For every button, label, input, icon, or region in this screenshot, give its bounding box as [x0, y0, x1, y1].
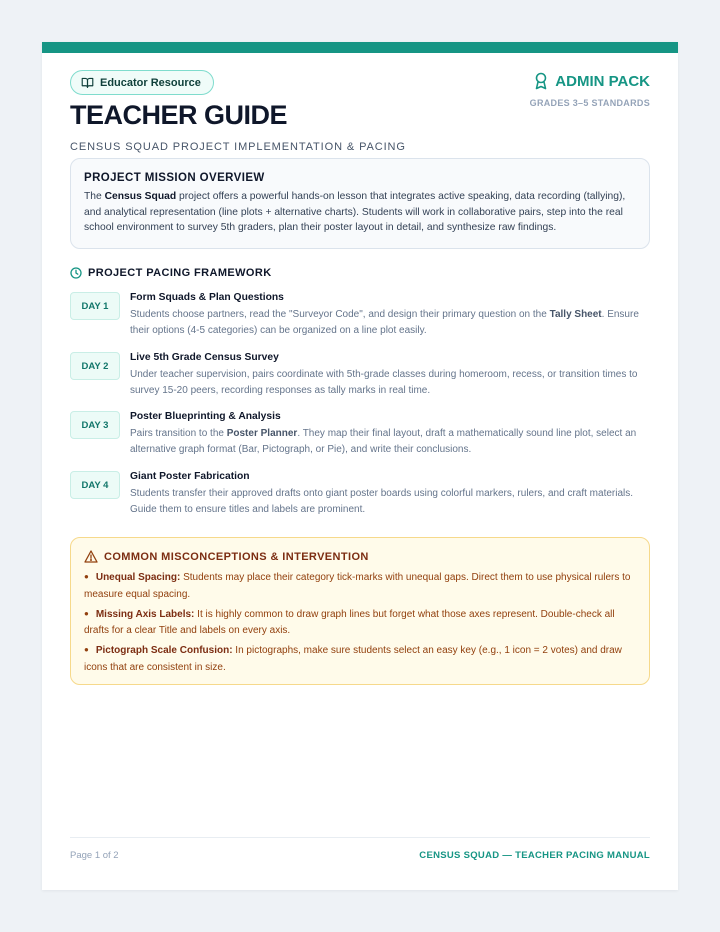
pacing-day-3 [70, 410, 650, 458]
educator-resource-badge [70, 70, 214, 95]
misconceptions-box [70, 537, 650, 685]
overview-heading: PROJECT MISSION OVERVIEW [84, 172, 265, 184]
day-title: Giant Poster Fabrication [130, 471, 250, 482]
day-description: Under teacher supervision, pairs coordinate with 5th-grade classes during homeroom, recess, or transition times to survey 15-20 peers, recording responses as tally marks in real time. [130, 369, 638, 396]
day-badge: DAY 1 [70, 292, 120, 320]
pacing-day-1 [70, 291, 650, 339]
mission-overview-box [70, 158, 650, 249]
accent-top-bar [42, 42, 678, 53]
badge-label: Educator Resource [100, 76, 201, 89]
bullet: ● [84, 645, 89, 654]
bullet: ● [84, 608, 89, 618]
misconceptions-heading [84, 550, 636, 563]
page-number: Page 1 of 2 [70, 850, 119, 861]
list-item: ● Missing Axis Labels: It is highly common to draw graph lines but forget what those axes represent. Double-check all drafts for a clear Title and labels on every axis. [84, 608, 615, 636]
grades-standards: GRADES 3–5 STANDARDS [529, 98, 650, 108]
day-description: Students choose partners, read the "Surveyor Code", and design their primary question on the Tally Sheet. Ensure their options (4-5 categories) can be organized on a line plot easily. [130, 309, 639, 336]
warning-triangle-icon [84, 550, 98, 563]
pacing-heading-text: PROJECT PACING FRAMEWORK [88, 267, 272, 279]
bullet: ● [84, 572, 89, 581]
page-subtitle: CENSUS SQUAD PROJECT IMPLEMENTATION & PACING [70, 141, 406, 153]
pacing-day-4 [70, 470, 650, 518]
list-item: ● Unequal Spacing: Students may place their category tick-marks with unequal gaps. Direct them to use physical rulers to measure equal spacing. [84, 572, 631, 600]
day-description: Pairs transition to the Poster Planner. They map their final layout, draft a mathematically sound line plot, select an alternative graph format (Bar, Pictograph, or Pie), and write their conclusions. [130, 428, 637, 455]
misconceptions-list [84, 570, 636, 676]
page-title: TEACHER GUIDE [70, 100, 288, 130]
day-badge: DAY 3 [70, 411, 120, 439]
list-item: ● Pictograph Scale Confusion: In pictographs, make sure students select an easy key (e.g., 1 icon = 2 votes) and draw icons that are consistent in size. [84, 645, 622, 673]
day-title: Poster Blueprinting & Analysis [130, 411, 281, 422]
award-ribbon-icon [533, 72, 549, 90]
guide-page [42, 42, 678, 890]
book-open-icon [81, 76, 94, 89]
page-footer [70, 837, 650, 890]
clock-icon [70, 267, 82, 279]
pacing-day-2 [70, 351, 650, 399]
day-description: Students transfer their approved drafts onto giant poster boards using colorful markers, rulers, and craft materials. Guide them to ensure titles and labels are prominent. [130, 488, 634, 515]
misconceptions-heading-text: COMMON MISCONCEPTIONS & INTERVENTION [104, 550, 369, 563]
day-badge: DAY 2 [70, 352, 120, 380]
footer-manual-title: CENSUS SQUAD — TEACHER PACING MANUAL [419, 850, 650, 861]
overview-text: The Census Squad project offers a powerful hands-on lesson that integrates active speaking, data recording (tallying), and analytical representation (line plots + alternative charts). Students will work in collaborative pairs, step into the real school environment to survey 5th graders, plan their poster layout in detail, and synthesize raw findings. [84, 191, 626, 233]
admin-pack-label [533, 72, 650, 90]
day-title: Form Squads & Plan Questions [130, 292, 284, 303]
day-badge: DAY 4 [70, 471, 120, 499]
admin-pack-text: ADMIN PACK [555, 72, 650, 90]
day-title: Live 5th Grade Census Survey [130, 352, 279, 363]
pacing-heading [70, 267, 272, 279]
